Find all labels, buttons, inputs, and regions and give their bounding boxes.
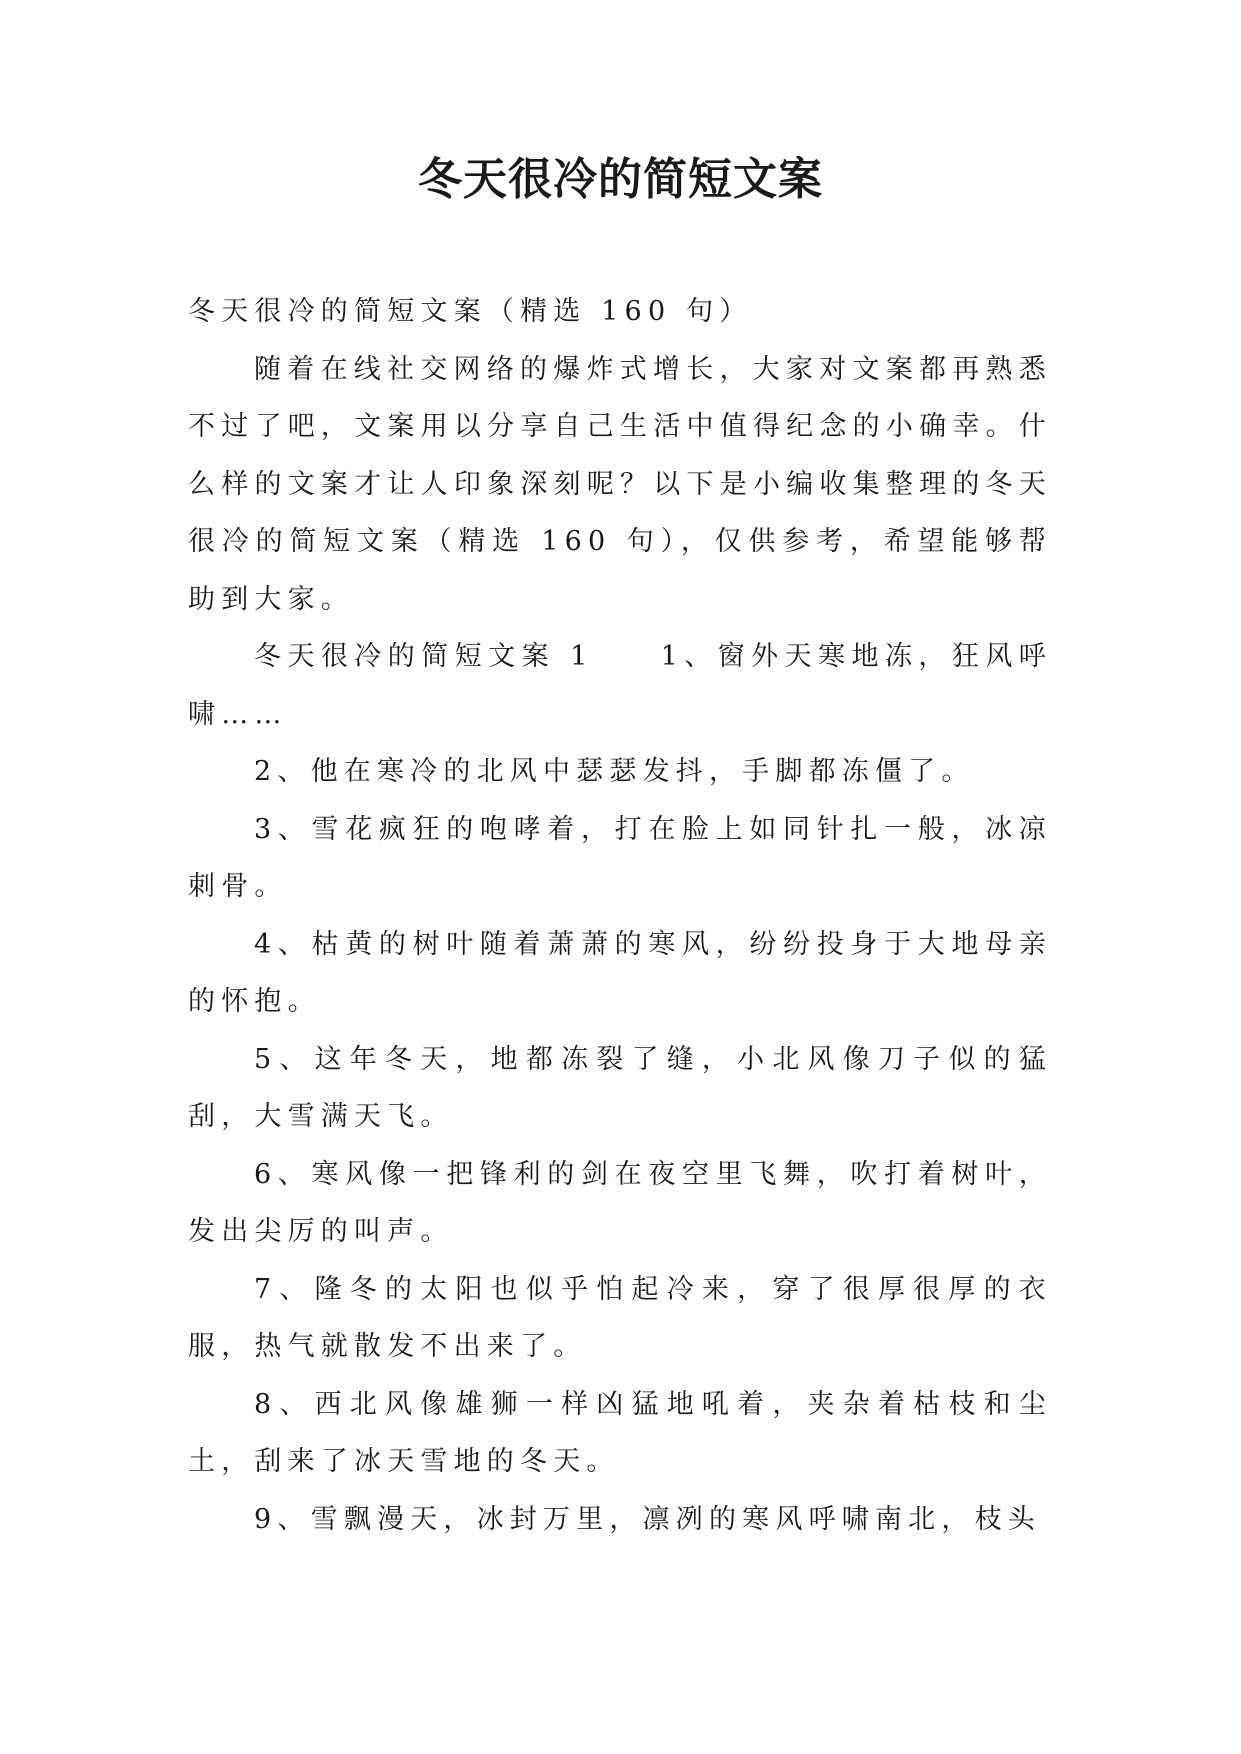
list-item: 5、这年冬天，地都冻裂了缝，小北风像刀子似的猛刮，大雪满天飞。 [188,1043,1052,1132]
document-title: 冬天很冷的简短文案 [418,154,823,205]
list-item: 6、寒风像一把锋利的剑在夜空里飞舞，吹打着树叶，发出尖厉的叫声。 [188,1158,1052,1247]
list-item: 7、隆冬的太阳也似乎怕起冷来，穿了很厚很厚的衣服，热气就散发不出来了。 [188,1273,1052,1362]
list-item: 4、枯黄的树叶随着萧萧的寒风，纷纷投身于大地母亲的怀抱。 [188,928,1052,1017]
list-item: 冬天很冷的简短文案 1 1、窗外天寒地冻，狂风呼啸…… [188,641,1052,730]
list-item: 8、西北风像雄狮一样凶猛地吼着，夹杂着枯枝和尘土，刮来了冰天雪地的冬天。 [188,1388,1052,1477]
list-item: 3、雪花疯狂的咆哮着，打在脸上如同针扎一般，冰凉刺骨。 [188,813,1052,902]
list-item: 9、雪飘漫天，冰封万里，凛冽的寒风呼啸南北，枝头 [254,1503,1041,1535]
document-body [188,283,1052,1548]
list-item: 2、他在寒冷的北风中瑟瑟发抖，手脚都冻僵了。 [254,756,975,787]
intro-paragraph: 随着在线社交网络的爆炸式增长，大家对文案都再熟悉不过了吧，文案用以分享自己生活中值得纪念的小确幸。什么样的文案才让人印象深刻呢？以下是小编收集整理的冬天很冷的简短文案（精选 160 句），仅供参考，希望能够帮助到大家。 [188,353,1052,615]
document-subtitle: 冬天很冷的简短文案（精选 160 句） [188,296,753,327]
